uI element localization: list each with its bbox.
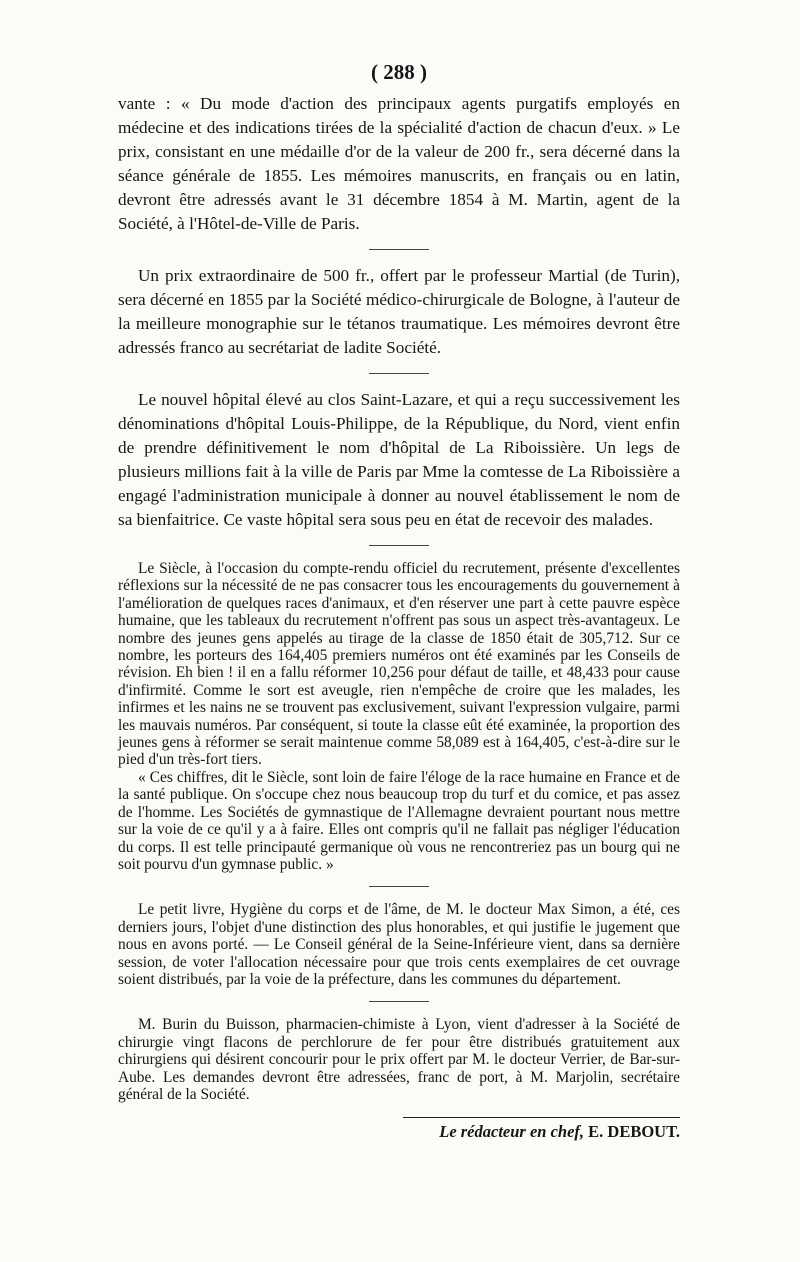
signature-role: Le rédacteur en chef, [439,1122,585,1142]
signature-rule [403,1117,680,1118]
paragraph-hygiene-livre: Le petit livre, Hygiène du corps et de l'âme, de M. le docteur Max Simon, a été, ces derniers jours, l'objet d'une distinction des plus honorables, et qui justifie le jugement que nous en avons porté. — Le Conseil général de la Seine-Inférieure vient, dans sa dernière session, de voter l'allocation nécessaire pour que trois cents exemplaires de cet ouvrage soient distribués, par la voie de la préfecture, dans les communes du département. [118,901,680,988]
page-number: ( 288 ) [371,60,427,84]
paragraph-prize-purgatifs: vante : « Du mode d'action des principaux agents purgatifs employés en médecine et des indications tirées de la spécialité d'action de chacun d'eux. » Le prix, consistant en une médaille d'or de la valeur de 200 fr., sera décerné dans la séance générale de 1855. Les mémoires manuscrits, en français ou en latin, devront être adressés avant le 31 décembre 1854 à M. Martin, agent de la Société, à l'Hôtel-de-Ville de Paris. [118,94,680,233]
section-divider [369,886,429,887]
signature-name: E. DEBOUT. [588,1122,680,1142]
section-divider [369,545,429,546]
paragraph-siecle-quote: « Ces chiffres, dit le Siècle, sont loin de faire l'éloge de la race humaine en France et de la santé publique. On s'occupe chez nous beaucoup trop du turf et du comice, et pas assez de l'homme. Les Sociétés de gymnastique de l'Allemagne devraient pourtant nous mettre sur la voie de ce qu'il y a à faire. Elles ont compris qu'il ne fallait pas négliger l'éducation du corps. Il est telle principauté germanique où vous ne rencontreriez pas un bourg qui ne soit pourvu d'un gymnase public. » [118,768,680,873]
section-divider [369,373,429,374]
section-divider [369,1001,429,1002]
signature [118,1122,680,1142]
paragraph-prize-tetanos: Un prix extraordinaire de 500 fr., offert par le professeur Martial (de Turin), sera décerné en 1855 par la Société médico-chirurgicale de Bologne, à l'auteur de la meilleure monographie sur le tétanos traumatique. Les mémoires devront être adressés franco au secrétariat de ladite Société. [118,266,680,357]
document-page [118,58,680,1142]
paragraph-hopital-riboissiere: Le nouvel hôpital élevé au clos Saint-Lazare, et qui a reçu successivement les dénominations d'hôpital Louis-Philippe, de la République, du Nord, vient enfin de prendre définitivement le nom d'hôpital de La Riboissière. Un legs de plusieurs millions fait à la ville de Paris par Mme la comtesse de La Riboissière a engagé l'administration municipale à donner au nouvel établissement le nom de sa bienfaitrice. Ce vaste hôpital sera sous peu en état de recevoir des malades. [118,390,680,529]
paragraph-siecle-recrutement: Le Siècle, à l'occasion du compte-rendu officiel du recrutement, présente d'excellentes réflexions sur la nécessité de ne pas consacrer tous les encouragements du gouvernement à l'amélioration de quelques races d'animaux, et d'en réserver une part à cette pauvre espèce humaine, que les tableaux du recrutement n'offrent pas sous un aspect très-avantageux. Le nombre des jeunes gens appelés au tirage de la classe de 1850 était de 305,712. Sur ce nombre, les porteurs des 164,405 premiers numéros ont été examinés par les Conseils de révision. Eh bien ! il en a fallu réformer 10,256 pour défaut de taille, et 48,433 pour cause d'infirmité. Comme le sort est aveugle, rien n'empêche de croire que les malades, les infirmes et les nains ne se trouvent pas exclusivement, suivant l'expression vulgaire, parmi les mauvais numéros. Par conséquent, si toute la classe eût été examinée, la proportion des jeunes gens à réformer se serait maintenue comme 58,089 est à 164,405, c'est-à-dire sur le pied d'un très-fort tiers. [118,560,680,769]
paragraph-perchlorure: M. Burin du Buisson, pharmacien-chimiste à Lyon, vient d'adresser à la Société de chirurgie vingt flacons de perchlorure de fer pour être distribués gratuitement aux chirurgiens qui désirent concourir pour le prix offert par M. le docteur Verrier, de Bar-sur-Aube. Les demandes devront être adressées, franc de port, à M. Marjolin, secrétaire général de la Société. [118,1016,680,1103]
section-divider [369,249,429,250]
